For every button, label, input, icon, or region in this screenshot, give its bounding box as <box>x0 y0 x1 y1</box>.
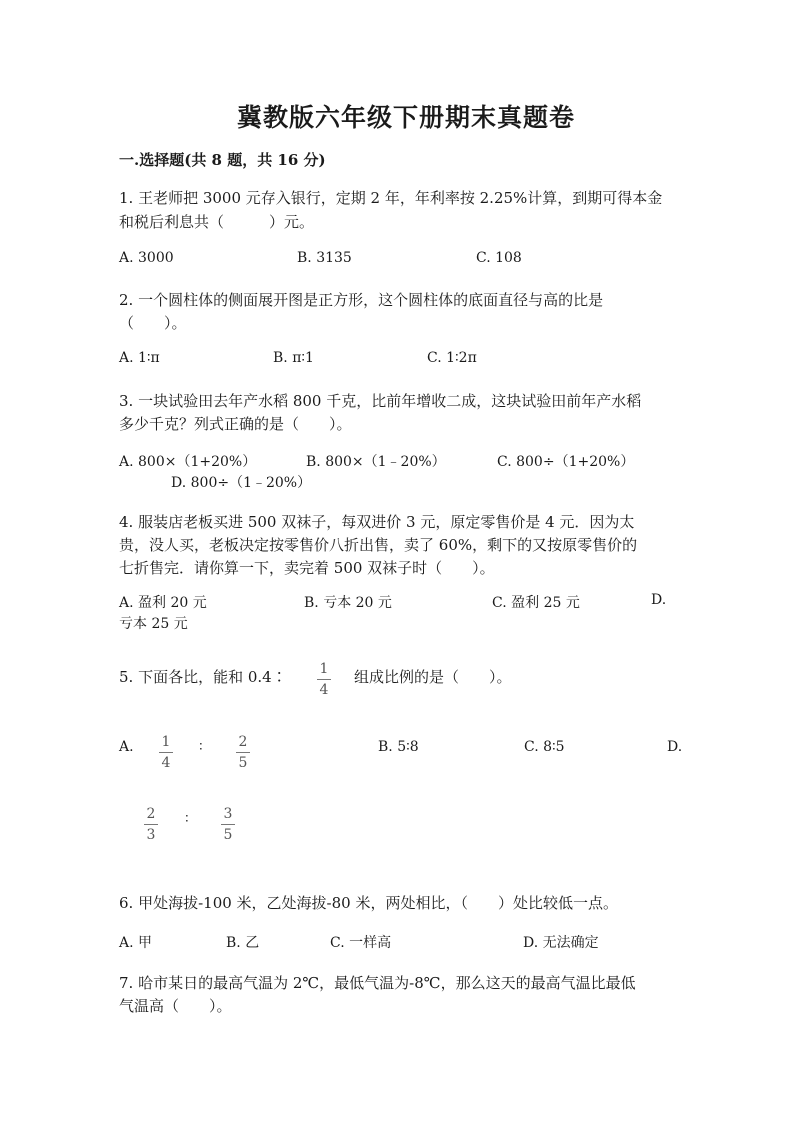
question-1-line-2: 和税后利息共（ ）元。 <box>119 213 315 231</box>
q5-option-a-label: A. <box>119 739 134 755</box>
question-2-line-2: （ ）。 <box>119 314 187 332</box>
question-5-text-after: 组成比例的是（ ）。 <box>354 668 512 686</box>
q3-option-a: A. 800×（1+20%） <box>119 454 257 470</box>
q2-option-b: B. π∶1 <box>273 350 314 366</box>
q5-option-d-fraction-2 <box>221 805 235 844</box>
q2-option-a: A. 1∶π <box>119 350 160 366</box>
fraction-numerator: 2 <box>238 734 248 750</box>
q5-option-a-fraction-2 <box>236 733 250 772</box>
q5-fraction <box>317 660 331 699</box>
question-7-line-2: 气温高（ ）。 <box>119 997 232 1015</box>
q5-option-d-fraction-1 <box>144 805 158 844</box>
q3-option-b: B. 800×（1﹣20%） <box>306 454 446 470</box>
fraction-denominator: 5 <box>238 755 248 771</box>
q6-option-d: D. 无法确定 <box>523 935 599 951</box>
q1-option-c: C. 108 <box>476 250 522 266</box>
question-4-line-3: 七折售完．请你算一下，卖完着 500 双袜子时（ ）。 <box>119 559 495 577</box>
question-5-text-before: 5. 下面各比，能和 0.4∶ <box>119 668 287 686</box>
question-3-line-2: 多少千克？列式正确的是（ ）。 <box>119 415 352 433</box>
fraction-denominator: 4 <box>161 755 171 771</box>
q3-option-c: C. 800÷（1+20%） <box>497 454 635 470</box>
q5-option-c: C. 8∶5 <box>524 739 565 755</box>
fraction-numerator: 2 <box>146 806 156 822</box>
q6-option-a: A. 甲 <box>119 935 153 951</box>
fraction-denominator: 5 <box>223 827 233 843</box>
question-4-line-2: 贵，没人买，老板决定按零售价八折出售，卖了 60%，剩下的又按原零售价的 <box>119 536 638 554</box>
question-3-line-1: 3. 一块试验田去年产水稻 800 千克，比前年增收二成，这块试验田前年产水稻 <box>119 392 642 410</box>
q1-option-a: A. 3000 <box>119 250 174 266</box>
question-1-line-1: 1. 王老师把 3000 元存入银行，定期 2 年，年利率按 2.25%计算，到期可得本金 <box>119 189 663 207</box>
q4-option-b: B. 亏本 20 元 <box>304 595 392 611</box>
q5-option-d-label: D. <box>667 739 683 755</box>
fraction-numerator: 1 <box>319 661 329 677</box>
fraction-denominator: 4 <box>319 682 329 698</box>
fraction-numerator: 3 <box>223 806 233 822</box>
q4-option-c: C. 盈利 25 元 <box>492 595 580 611</box>
section-heading: 一.选择题(共 8 题，共 16 分) <box>119 151 326 169</box>
q4-option-d-text: 亏本 25 元 <box>119 616 188 632</box>
question-2-line-1: 2. 一个圆柱体的侧面展开图是正方形，这个圆柱体的底面直径与高的比是 <box>119 291 604 309</box>
q6-option-c: C. 一样高 <box>330 935 392 951</box>
q5-option-d-colon: ∶ <box>185 811 189 827</box>
q4-option-a: A. 盈利 20 元 <box>119 595 207 611</box>
question-6-line-1: 6. 甲处海拔-100 米，乙处海拔-80 米，两处相比，（ ）处比较低一点。 <box>119 894 618 912</box>
q2-option-c: C. 1∶2π <box>427 350 477 366</box>
q5-option-b: B. 5∶8 <box>378 739 419 755</box>
q5-option-a-colon: ∶ <box>199 739 203 755</box>
fraction-numerator: 1 <box>161 734 171 750</box>
q3-option-d: D. 800÷（1﹣20%） <box>171 475 312 491</box>
page-title: 冀教版六年级下册期末真题卷 <box>237 103 576 132</box>
question-4-line-1: 4. 服装店老板买进 500 双袜子，每双进价 3 元，原定零售价是 4 元．因为太 <box>119 513 635 531</box>
q5-option-a-fraction-1 <box>159 733 173 772</box>
q6-option-b: B. 乙 <box>226 935 260 951</box>
q1-option-b: B. 3135 <box>297 250 352 266</box>
question-7-line-1: 7. 哈市某日的最高气温为 2℃，最低气温为-8℃，那么这天的最高气温比最低 <box>119 974 636 992</box>
q4-option-d-label: D. <box>651 592 667 608</box>
fraction-denominator: 3 <box>146 827 156 843</box>
